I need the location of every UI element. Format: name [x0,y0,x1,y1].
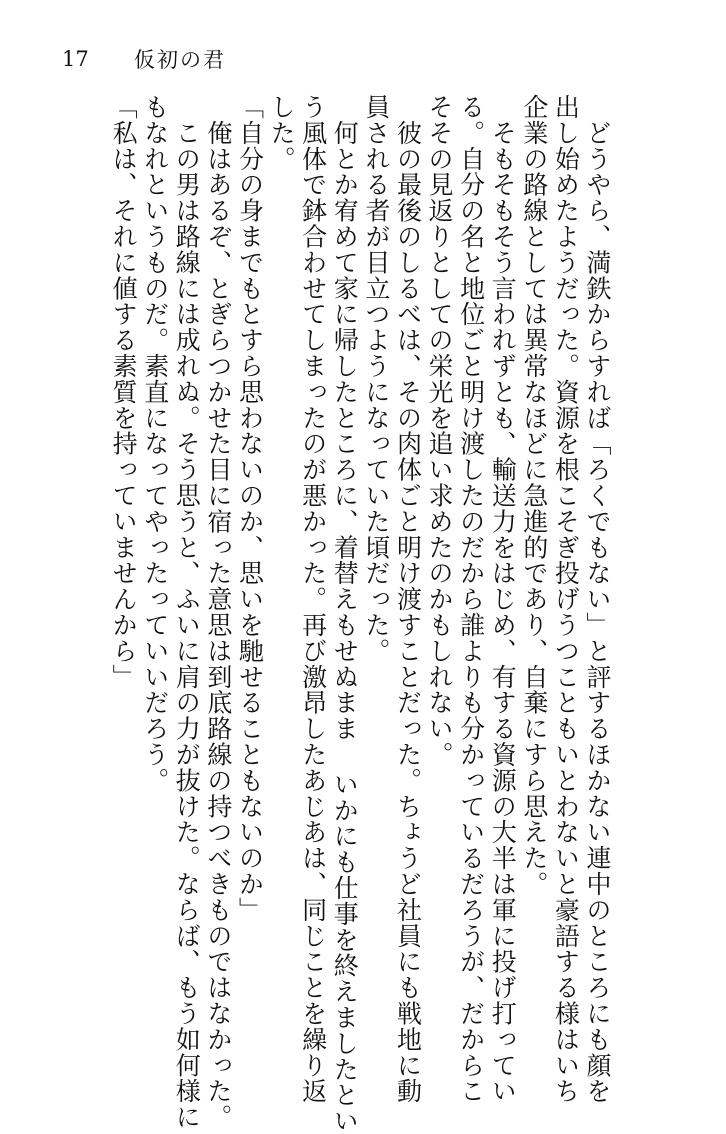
text-line: した。 [267,94,297,172]
chapter-title: 仮初の君 [134,48,226,72]
page-number: 17 [62,47,89,71]
text-line: 彼の最後のしるべは、その肉体ごと明け渡すことだった。ちょうど社員にも戦地に動 [393,94,423,1105]
text-line: そその見返りとしての栄光を追い求めたのかもしれない。 [425,94,455,768]
text-line: う風体で鉢合わせてしまったのが悪かった。再び激昂したあじあは、同じことを繰り返 [298,94,328,1105]
text-line: 出し始めたようだった。資源を根こそぎ投げうつこともいとわないと豪語する様はいち [551,94,581,1105]
text-line: どうやら、満鉄からすれば「ろくでもない」と評するほかない連中のところにも顔を [583,94,612,1105]
text-line: 「私は、それに値する素質を持っていませんから」 [109,94,139,690]
text-line: この男は路線には成れぬ。そう思うと、ふいに肩の力が抜けた。ならば、もう如何様に [172,94,202,1130]
text-line: 企業の路線としては異常なほどに急進的であり、自棄にすら思えた。 [519,94,549,897]
text-line: 何とか宥めて家に帰したところに、着替えもせぬまま いかにも仕事を終えましたとい [330,94,360,1134]
text-line: もなれというものだ。素直になってやったっていいだろう。 [140,94,170,794]
body-text [109,94,612,1134]
text-line: 俺はあるぞ、とぎらつかせた目に宿った意思は到底路線の持つべきものではなかった。 [203,94,233,1130]
text-line: る。自分の名と地位ごと明け渡したのだから誰よりも分かっているだろうが、だからこ [456,94,486,1105]
text-line: 「自分の身までもとすら思わないのか、思いを馳せることもないのか」 [235,94,265,923]
text-line: 員される者が目立つようになっていた頃だった。 [361,94,391,664]
text-line: そもそもそう言われずとも、輸送力をはじめ、有する資源の大半は軍に投げ打ってい [488,94,518,1105]
running-header [62,44,226,74]
